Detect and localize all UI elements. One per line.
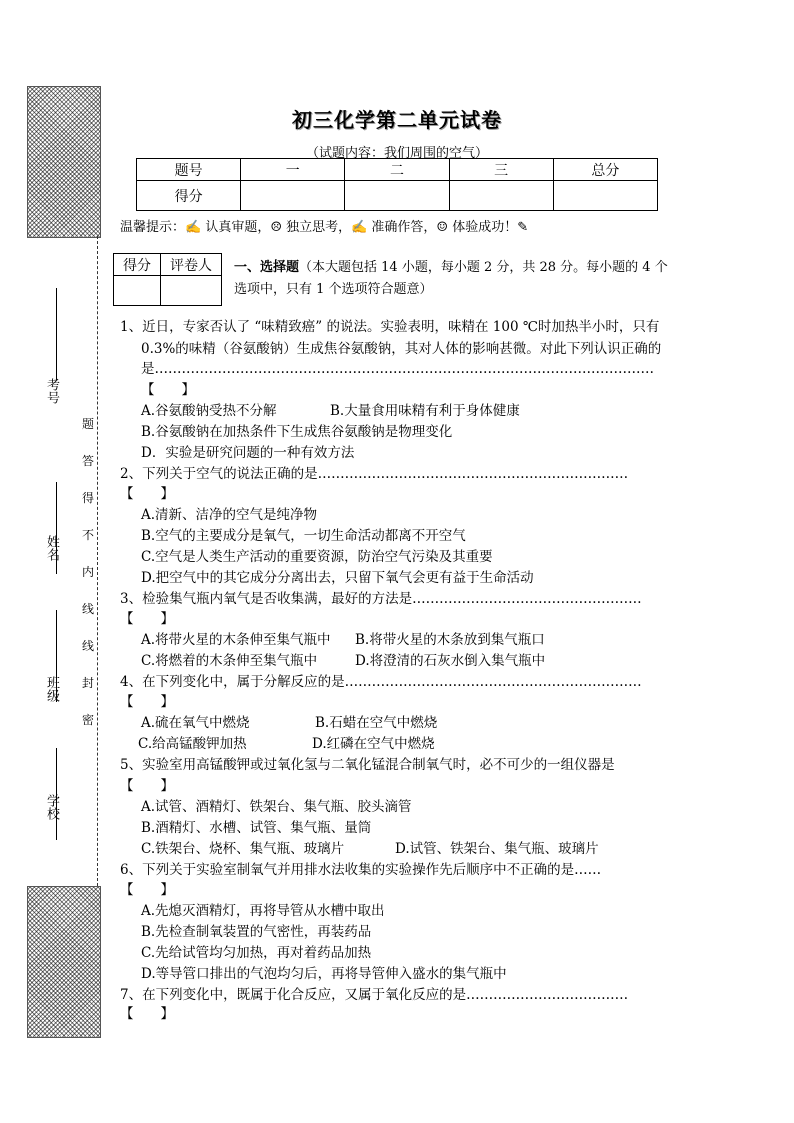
q5-option-d: D.试管、铁架台、集气瓶、玻璃片: [395, 841, 599, 857]
q1-answer-bracket[interactable]: 【 】: [141, 382, 195, 398]
q5-option-a: A.试管、酒精灯、铁架台、集气瓶、胶头滴管: [141, 799, 412, 815]
q6-option-b: B.先检查制氧装置的气密性，再装药品: [141, 924, 372, 940]
score-header: 一: [241, 159, 345, 181]
seal-char: 线: [82, 602, 95, 616]
q1-option-d: D．实验是研究问题的一种有效方法: [141, 445, 355, 461]
q3-option-a: A.将带火星的木条伸至集气瓶中: [141, 632, 331, 648]
q4-option-c: C.给高锰酸钾加热: [138, 736, 247, 752]
seal-char: 封: [82, 676, 95, 690]
seal-char: 线: [82, 639, 95, 653]
seal-char: 得: [82, 491, 95, 505]
q2-option-d: D.把空气中的其它成分分离出去，只留下氧气会更有益于生命活动: [141, 570, 534, 586]
q7-stem: 7、在下列变化中，既属于化合反应，又属于氧化反应的是………………………………: [120, 987, 629, 1003]
score-header: 二: [345, 159, 449, 181]
page-title: 初三化学第二单元试卷: [292, 108, 502, 132]
q3-answer-bracket[interactable]: 【 】: [120, 611, 174, 627]
q5-answer-bracket[interactable]: 【 】: [120, 778, 174, 794]
q4-answer-bracket[interactable]: 【 】: [120, 694, 174, 710]
exam-no-line: [56, 288, 57, 380]
score-cell[interactable]: [553, 181, 657, 211]
exam-no-label: 考号: [44, 378, 59, 404]
q1-option-a: A.谷氨酸钠受热不分解: [141, 403, 277, 419]
score-cell[interactable]: [449, 181, 553, 211]
score-header: 总分: [553, 159, 657, 181]
class-label: 班级: [44, 676, 59, 702]
q6-option-c: C.先给试管均匀加热，再对着药品加热: [141, 945, 372, 961]
name-label: 姓名: [44, 535, 59, 561]
q1-option-c: B.谷氨酸钠在加热条件下生成焦谷氨酸钠是物理变化: [141, 424, 453, 440]
q6-option-a: A.先熄灭酒精灯，再将导管从水槽中取出: [141, 903, 385, 919]
q1-stem-line3: 是…………………………………………………………………………………………………: [141, 361, 654, 377]
q6-option-d: D.等导管口排出的气泡均匀后，再将导管伸入盛水的集气瓶中: [141, 966, 507, 982]
q4-option-b: B.石蜡在空气中燃烧: [315, 715, 438, 731]
reminder-tip: 温馨提示：✍ 认真审题，☹ 独立思考，✍ 准确作答，☺ 体验成功！✎: [120, 220, 529, 235]
section-heading: [234, 257, 674, 301]
score-cell[interactable]: [345, 181, 449, 211]
q4-stem: 4、在下列变化中，属于分解反应的是…………………………………………………………: [120, 674, 642, 690]
page-subtitle: （试题内容：我们周围的空气）: [305, 146, 488, 161]
grader-score-label: 得分: [114, 254, 161, 276]
score-row-label: 得分: [137, 181, 241, 211]
q1-stem-line1: 1、近日，专家否认了 “味精致癌” 的说法。实验表明，味精在 100 ℃时加热半小时，只有: [120, 319, 660, 335]
score-cell[interactable]: [241, 181, 345, 211]
q4-option-a: A.硫在氧气中燃烧: [141, 715, 250, 731]
score-header: 题号: [137, 159, 241, 181]
grader-name-cell[interactable]: [161, 276, 222, 306]
score-header: 三: [449, 159, 553, 181]
seal-char: 密: [82, 713, 95, 727]
seal-dashed-line: [97, 236, 98, 886]
q1-option-b: B.大量食用味精有利于身体健康: [330, 403, 520, 419]
q2-answer-bracket[interactable]: 【 】: [120, 486, 174, 502]
q3-stem: 3、检验集气瓶内氧气是否收集满，最好的方法是……………………………………………: [120, 591, 642, 607]
seal-char: 不: [82, 528, 95, 542]
q2-option-b: B.空气的主要成分是氧气，一切生命活动都离不开空气: [141, 528, 466, 544]
q3-option-b: B.将带火星的木条放到集气瓶口: [355, 632, 545, 648]
seal-char: 内: [82, 565, 95, 579]
q2-stem: 2、下列关于空气的说法正确的是……………………………………………………………: [120, 466, 629, 482]
section-title: 一、选择题: [234, 260, 300, 275]
q5-option-c: C.铁架台、烧杯、集气瓶、玻璃片: [141, 841, 345, 857]
section-description: （本大题包括 14 小题，每小题 2 分，共 28 分。每小题的 4 个选项中，只有 1 个选项符合题意）: [234, 260, 668, 297]
grader-name-label: 评卷人: [161, 254, 222, 276]
q3-option-d: D.将澄清的石灰水倒入集气瓶中: [355, 653, 546, 669]
school-label: 学校: [44, 794, 59, 820]
q5-option-b: B.酒精灯、水槽、试管、集气瓶、量筒: [141, 820, 372, 836]
q3-option-c: C.将燃着的木条伸至集气瓶中: [141, 653, 318, 669]
q1-stem-line2: 0.3%的味精（谷氨酸钠）生成焦谷氨酸钠，其对人体的影响甚微。对此下列认识正确的: [141, 341, 662, 357]
seal-char: 答: [82, 454, 95, 468]
grader-score-cell[interactable]: [114, 276, 161, 306]
q6-answer-bracket[interactable]: 【 】: [120, 882, 174, 898]
q5-stem: 5、实验室用高锰酸钾或过氧化氢与二氧化锰混合制氧气时，必不可少的一组仪器是: [120, 757, 615, 773]
q2-option-a: A.清新、洁净的空气是纯净物: [141, 507, 318, 523]
grader-box: [113, 253, 222, 306]
binding-pattern-bottom: [27, 886, 101, 1038]
q2-option-c: C.空气是人类生产活动的重要资源，防治空气污染及其重要: [141, 549, 493, 565]
score-table: [136, 158, 658, 211]
seal-char: 题: [82, 417, 95, 431]
q4-option-d: D.红磷在空气中燃烧: [312, 736, 435, 752]
q7-answer-bracket[interactable]: 【 】: [120, 1006, 174, 1022]
q6-stem: 6、下列关于实验室制氧气并用排水法收集的实验操作先后顺序中不正确的是……: [120, 862, 602, 878]
